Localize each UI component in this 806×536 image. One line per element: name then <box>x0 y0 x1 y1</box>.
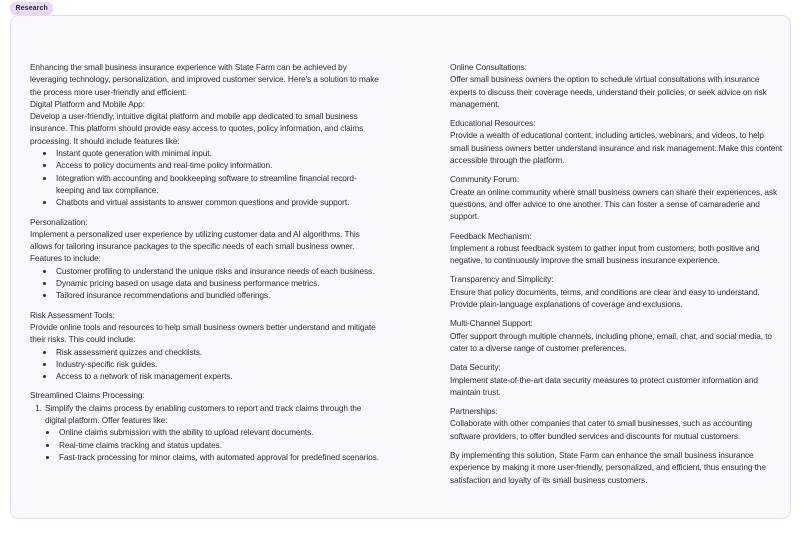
section-heading: Multi-Channel Support: <box>450 318 533 329</box>
section <box>450 405 782 442</box>
section-heading: Risk Assessment Tools: <box>30 309 115 320</box>
section <box>30 61 382 209</box>
paragraph: Provide a wealth of educational content, including articles, webinars, and videos, to help small business owners better understand insurance and risk management. Make this content accessible through the platform. <box>450 130 783 166</box>
bullet-item: • Industry-specific risk guides. <box>55 358 382 370</box>
bullet-item: • Integration with accounting and bookkeeping software to streamline financial record-keeping and tax compliance. <box>55 172 382 197</box>
bullet-item: • Chatbots and virtual assistants to answer common questions and provide support. <box>55 196 382 208</box>
document-panel <box>10 15 791 519</box>
bullet-list <box>30 265 382 302</box>
bullet-item: • Dynamic pricing based on usage data and business performance metrics. <box>55 277 382 289</box>
section <box>30 389 382 463</box>
bullet-item: • Risk assessment quizzes and checklists. <box>55 346 382 358</box>
column-left <box>30 61 382 486</box>
section <box>450 173 782 222</box>
research-badge: Research <box>10 2 53 15</box>
paragraph: Offer small business owners the option to schedule virtual consultations with insurance experts to discuss their coverage needs, understand their policies, or seek advice on risk management. <box>450 74 767 109</box>
section <box>450 317 782 354</box>
section <box>30 216 382 302</box>
numbered-item <box>44 402 382 463</box>
bullet-item: • Online claims submission with the ability to upload relevant documents. <box>58 426 382 438</box>
bullet-item: • Fast-track processing for minor claims, with automated approval for predefined scenarios. <box>58 451 382 463</box>
section <box>450 361 782 398</box>
section-heading: Transparency and Simplicity: <box>450 274 554 285</box>
paragraph: Develop a user-friendly, intuitive digital platform and mobile app dedicated to small business insurance. This platform should provide easy access to quotes, policy information, and claims processing. It should include features like: <box>30 111 364 146</box>
bullet-item: • Tailored insurance recommendations and bundled offerings. <box>55 289 382 301</box>
numbered-list <box>30 402 382 463</box>
paragraph: Enhancing the small business insurance experience with State Farm can be achieved by leveraging technology, personalization, and improved customer service. Here's a solution to make the process more user-friendly and efficient: <box>30 62 379 97</box>
section-heading: Personalization: <box>30 216 88 227</box>
bullet-item: • Access to policy documents and real-time policy information. <box>55 159 382 171</box>
paragraph: By implementing this solution, State Farm can enhance the small business insurance experience by making it more user-friendly, personalized, and efficient, thus ensuring the satisfaction and loyalty of its small business customers. <box>450 450 766 485</box>
section-heading: Educational Resources: <box>450 118 536 129</box>
bullet-list <box>30 346 382 383</box>
bullet-item: • Access to a network of risk management experts. <box>55 370 382 382</box>
section-heading: Online Consultations: <box>450 62 527 72</box>
section-heading: Digital Platform and Mobile App: <box>30 98 145 109</box>
section <box>30 309 382 383</box>
paragraph: Implement a robust feedback system to gather input from customers, both positive and negative, to continuously improve the small business insurance experience. <box>450 242 760 266</box>
section <box>450 117 782 166</box>
section-heading: Feedback Mechanism: <box>450 230 532 241</box>
numbered-item-text: Simplify the claims process by enabling customers to report and track claims through the digital platform. Offer features like: <box>45 402 362 426</box>
column-right <box>450 61 782 486</box>
paragraph: Ensure that policy documents, terms, and conditions are clear and easy to understand. Provide plain-language explanations of coverage and exclusions. <box>450 286 760 310</box>
section-heading: Data Security: <box>450 362 501 373</box>
paragraph: Implement a personalized user experience by utilizing customer data and AI algorithms. This allows for tailoring insurance packages to the specific needs of each small business owner. Features to include: <box>30 228 360 264</box>
bullet-list <box>45 426 382 463</box>
section <box>450 230 782 267</box>
document-columns <box>30 61 782 486</box>
bullet-item: • Instant quote generation with minimal input. <box>55 147 382 159</box>
paragraph: Provide online tools and resources to help small business owners better understand and mitigate their risks. This could include: <box>30 321 376 345</box>
bullet-item: • Customer profiling to understand the unique risks and insurance needs of each business. <box>55 265 382 277</box>
paragraph: Offer support through multiple channels, including phone, email, chat, and social media, to cater to a diverse range of customer preferences. <box>450 330 772 353</box>
section-heading: Partnerships: <box>450 406 498 417</box>
paragraph: Create an online community where small business owners can share their experiences, ask questions, and offer advice to one another. This can foster a sense of camaraderie and support. <box>450 186 778 222</box>
paragraph: Collaborate with other companies that cater to small businesses, such as accounting software providers, to offer bundled services and discounts for mutual customers. <box>450 418 753 441</box>
section <box>450 61 782 110</box>
section-heading: Streamlined Claims Processing: <box>30 390 145 401</box>
paragraph: Implement state-of-the-art data security measures to protect customer information and maintain trust. <box>450 374 758 397</box>
section <box>450 273 782 310</box>
section <box>450 449 782 486</box>
bullet-list <box>30 147 382 208</box>
section-heading: Community Forum: <box>450 174 519 185</box>
bullet-item: • Real-time claims tracking and status updates. <box>58 439 382 451</box>
